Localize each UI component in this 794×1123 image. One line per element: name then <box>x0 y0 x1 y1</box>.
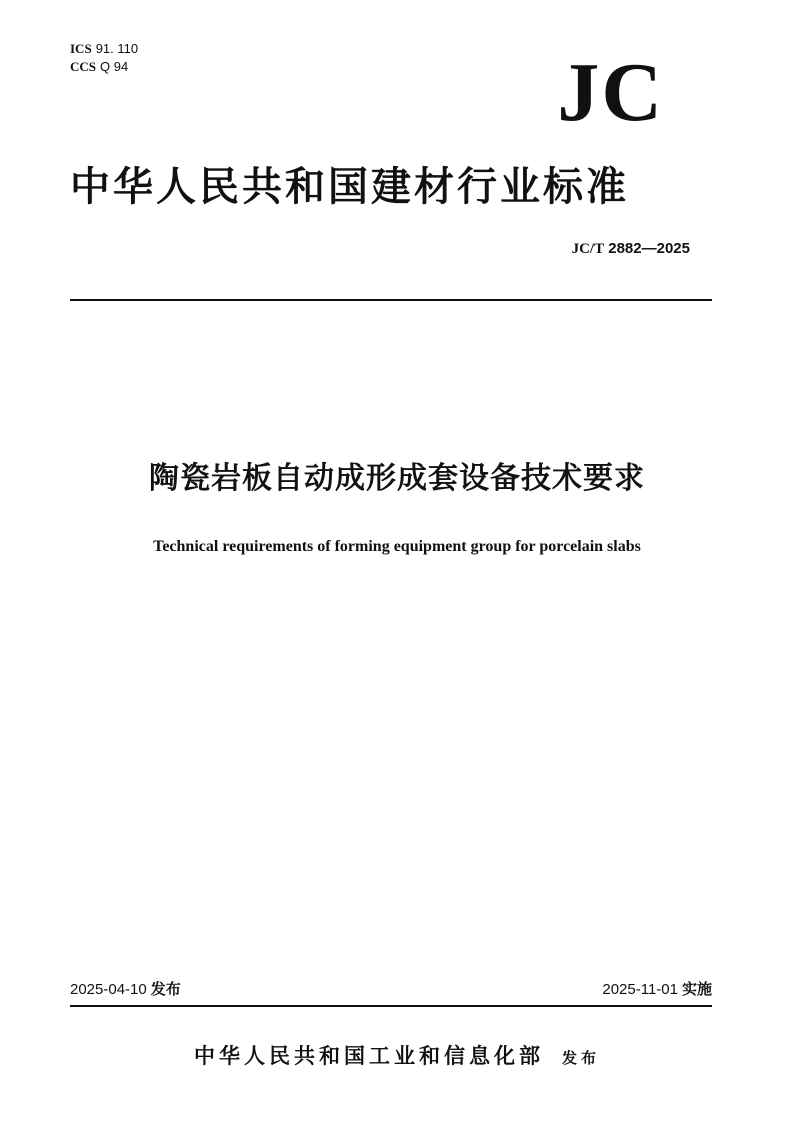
issuer-name: 中华人民共和国工业和信息化部 <box>193 1044 544 1068</box>
document-title-cn: 陶瓷岩板自动成形成套设备技术要求 <box>149 461 645 496</box>
publish-label: 发布 <box>150 980 181 998</box>
bottom-divider <box>70 1005 712 1007</box>
jc-logo: JC <box>557 46 664 139</box>
standard-category-title: 中华人民共和国建材行业标准 <box>70 164 629 210</box>
ics-value: 91. 110 <box>95 41 139 56</box>
publish-date-value: 2025-04-10 <box>70 981 147 998</box>
implement-date-value: 2025-11-01 <box>602 981 678 998</box>
ics-label: ICS <box>70 41 92 56</box>
ccs-code <box>70 58 138 76</box>
top-divider <box>70 299 712 301</box>
standard-number-prefix: JC/T <box>571 241 605 257</box>
classification-codes <box>70 40 138 76</box>
publish-date <box>70 978 181 999</box>
ccs-value: Q 94 <box>100 59 129 74</box>
implement-label: 实施 <box>681 980 712 998</box>
ics-code <box>70 40 138 58</box>
ccs-label: CCS <box>70 59 97 74</box>
issuer-action: 发布 <box>561 1049 600 1067</box>
implement-date <box>602 978 712 999</box>
issuer <box>0 1040 794 1070</box>
document-title-en: Technical requirements of forming equipment group for porcelain slabs <box>153 538 641 555</box>
standard-number-value: 2882—2025 <box>608 240 690 257</box>
standard-number <box>572 240 690 258</box>
